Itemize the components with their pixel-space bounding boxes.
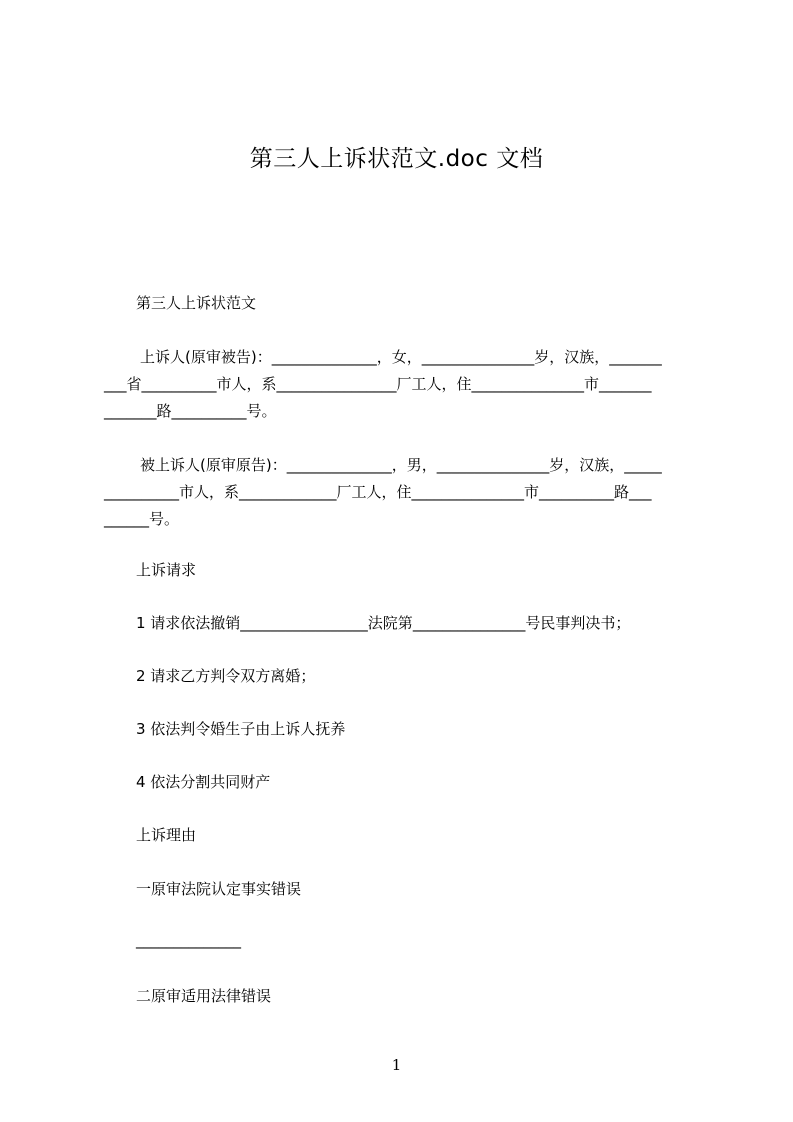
appellee-line-3: ______号。 (104, 510, 180, 528)
section-heading: 第三人上诉状范文 (136, 294, 257, 312)
blank-line: ______________ (136, 931, 241, 949)
reason-item: 二原审适用法律错误 (136, 987, 272, 1005)
request-item: 2 请求乙方判令双方离婚； (136, 667, 316, 685)
reason-item: 一原审法院认定事实错误 (136, 880, 302, 898)
appellant-line-1: 上诉人(原审被告)：______________，女，_______________岁，汉族，_______ (140, 348, 662, 366)
appellant-line-2: ___省__________市人，系________________厂工人，住_______________市_______ (104, 375, 652, 393)
request-item: 3 依法判令婚生子由上诉人抚养 (136, 720, 346, 738)
reasons-heading: 上诉理由 (136, 826, 197, 844)
page-number: 1 (391, 1056, 402, 1074)
requests-heading: 上诉请求 (136, 561, 197, 579)
request-item: 1 请求依法撤销_________________法院第_______________号民事判决书； (136, 614, 631, 632)
appellee-line-1: 被上诉人(原审原告)：______________，男，_______________岁，汉族，_____ (140, 456, 662, 474)
appellant-line-3: _______路__________号。 (104, 402, 277, 420)
document-title: 第三人上诉状范文.doc 文档 (249, 146, 544, 172)
appellee-line-2: __________市人，系_____________厂工人，住_______________市__________路___ (104, 483, 652, 501)
request-item: 4 依法分割共同财产 (136, 773, 271, 791)
